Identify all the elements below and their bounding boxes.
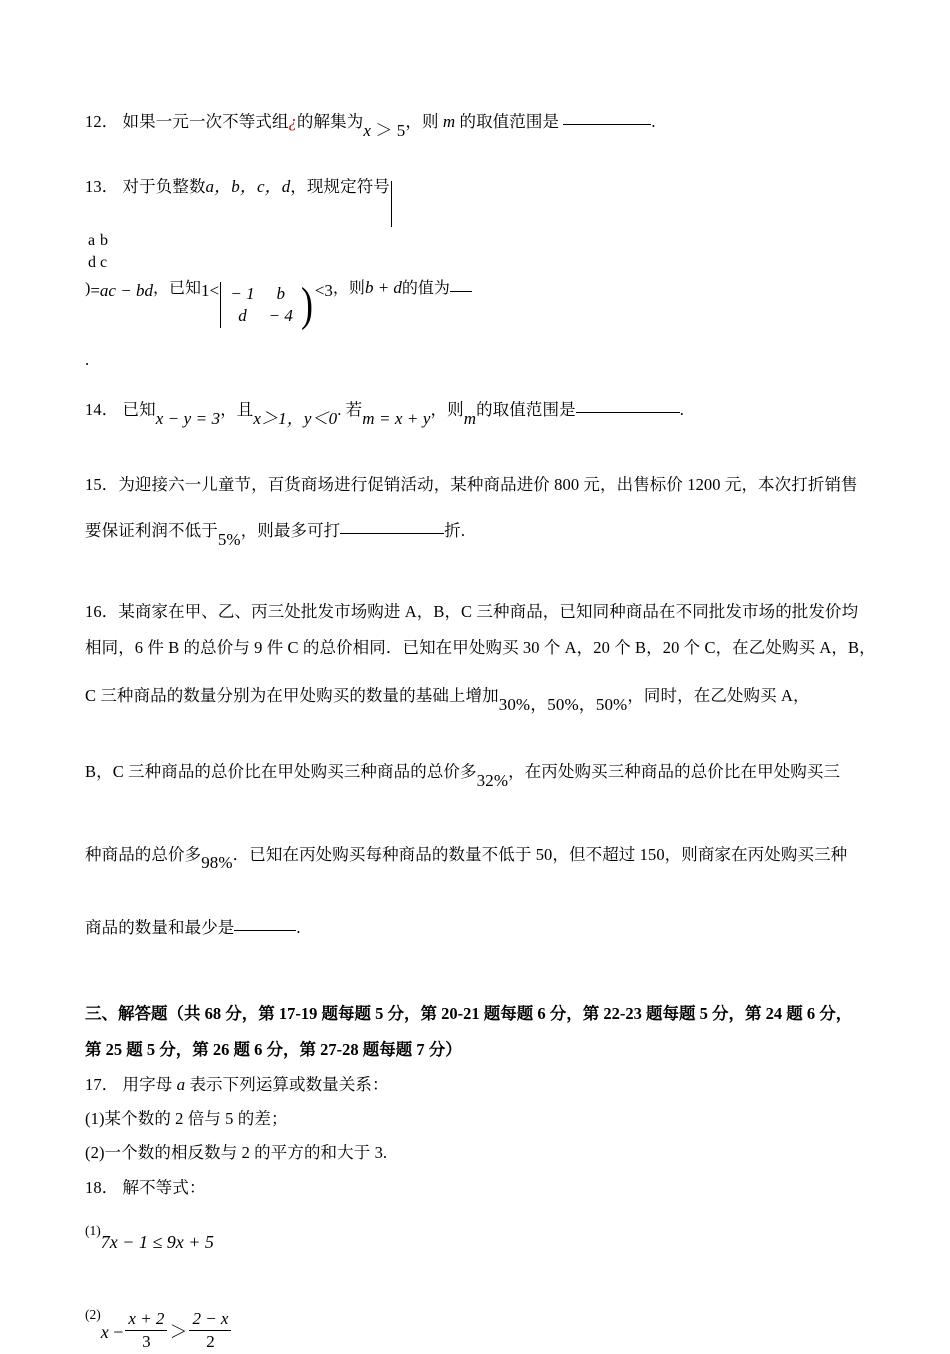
spacer — [85, 441, 867, 467]
q14-equation-3: m = x + y — [362, 409, 431, 429]
q14-tail-text: 的取值范围是 — [476, 400, 576, 420]
q14-number: 14． — [85, 400, 119, 420]
q13-determinant-2 — [219, 278, 315, 332]
q16-line4-lead: B，C 三种商品的总价比在甲处购买三种商品的总价多 — [85, 761, 477, 781]
q16-line2-text: 相同，6 件 B 的总价与 9 件 C 的总价相同．已知在甲处购买 30 个 A，20 个 B，20 个 C，在乙处购买 A，B， — [85, 637, 876, 657]
q12-var-x: x — [363, 120, 371, 140]
det2-cell-neg1: − 1 — [230, 284, 255, 304]
det2-cell-neg4: − 4 — [268, 306, 293, 326]
q16-line6-lead: 商品的数量和最少是 — [85, 918, 235, 938]
q13-lt-1: < — [209, 281, 220, 301]
question-16-line4 — [85, 735, 867, 818]
q13-number: 13． — [85, 176, 119, 196]
q12-end-period: . — [651, 112, 656, 131]
q17-var-a: a — [176, 1075, 186, 1095]
q13-continuation-period: . — [85, 350, 90, 370]
q18-number: 18． — [85, 1178, 119, 1198]
q18-part2-fraction-2 — [189, 1309, 231, 1352]
q14-period-1: . — [337, 400, 342, 420]
spacer — [85, 376, 867, 388]
q16-answer-blank[interactable] — [234, 930, 296, 931]
question-17-sub-2: (2)一个数的相反数与 2 的平方的和大于 3. — [85, 1143, 388, 1163]
spacer — [85, 149, 867, 161]
q13-tail-text: 的值为 — [401, 279, 450, 297]
q15-number: 15． — [85, 475, 119, 495]
q14-if-text: 若 — [345, 400, 363, 420]
q12-mid-text: 的解集为 — [296, 112, 364, 131]
q13-mid-text: ，现规定符号 — [290, 176, 390, 196]
q16-line4-tail: ，在丙处购买三种商品的总价比在甲处购买三 — [508, 761, 841, 781]
q13-vars: a，b，c，d — [205, 176, 291, 196]
q18-part1-math: 7x − 1 ≤ 9x + 5 — [100, 1232, 214, 1253]
q12-number: 12． — [85, 112, 119, 131]
q12-after-text: ，则 — [405, 112, 439, 131]
q18-part2-minus: − — [113, 1321, 124, 1342]
section-heading-line2: 第 25 题 5 分，第 26 题 6 分，第 27-28 题每题 7 分） — [85, 1040, 462, 1060]
question-15-line1 — [85, 467, 867, 503]
q13-expression: ac − bd — [99, 281, 153, 301]
question-18-stem — [85, 1170, 867, 1206]
page-content — [85, 104, 876, 1354]
q18-part2-math — [101, 1309, 234, 1354]
q18-stem-text: 解不等式： — [122, 1178, 206, 1198]
det1-left-bar — [391, 181, 392, 227]
det1-cell-a: a — [88, 231, 96, 249]
q13-equals: = — [90, 281, 100, 301]
question-13 — [85, 161, 867, 229]
q18-frac1-numerator: x + 2 — [125, 1309, 167, 1331]
q14-var-m: m — [463, 409, 477, 429]
q14-comma-1: ，且 — [220, 400, 254, 420]
q13-lt-2: <3 — [314, 281, 333, 301]
question-18-part-2 — [85, 1293, 867, 1354]
q16-line5-lead: 种商品的总价多 — [85, 844, 202, 864]
q15-percent-math: 5% — [217, 529, 241, 549]
q13-determinant-1 — [390, 177, 394, 229]
question-12 — [85, 104, 867, 149]
q14-equation-1: x − y = 3 — [155, 409, 221, 429]
q14-end-period: . — [679, 400, 684, 420]
question-17-sub-1: (1)某个数的 2 倍与 5 的差； — [85, 1109, 288, 1129]
q18-part2-fraction-1 — [125, 1309, 167, 1352]
q14-equation-2: x＞1，y＜0 — [253, 409, 338, 429]
q12-var-m: m — [442, 112, 456, 131]
q12-lead-text: 如果一元一次不等式组 — [122, 112, 289, 131]
q16-line3-tail: ，同时，在乙处购买 A， — [627, 685, 810, 705]
q12-val: 5 — [396, 120, 406, 140]
det1-cell-d: d — [88, 253, 96, 271]
q14-answer-blank[interactable] — [576, 412, 680, 413]
q13-answer-blank[interactable] — [450, 291, 472, 292]
q18-part2-relation: ＞ — [169, 1321, 188, 1342]
q15-line1-text: 为迎接六一儿童节，百货商场进行促销活动，某种商品进价 800 元，出售标价 1200 元，本次打折销售 — [118, 475, 858, 495]
det1-cell-b: b — [100, 231, 108, 249]
question-15-line2 — [85, 503, 867, 568]
det2-cell-d: d — [238, 306, 247, 326]
det1-right-paren: ) — [85, 279, 91, 297]
question-16-line2 — [85, 630, 876, 666]
q18-frac1-denominator: 3 — [142, 1331, 151, 1351]
q18-part2-label: (2) — [85, 1307, 101, 1323]
q16-line3-lead: C 三种商品的数量分别为在甲处购买的数量的基础上增加 — [85, 685, 499, 705]
q12-tail-text: 的取值范围是 — [459, 112, 560, 131]
q16-line1-text: 某商家在甲、乙、丙三处批发市场购进 A，B，C 三种商品，已知同种商品在不同批发市场的批发价均 — [118, 601, 859, 621]
q14-lead-text: 已知 — [122, 400, 156, 420]
det2-right-paren: ) — [300, 278, 313, 332]
q17-number: 17． — [85, 1075, 119, 1095]
question-16-line6 — [85, 900, 867, 956]
question-16-line3 — [85, 666, 867, 735]
question-16-line1 — [85, 594, 867, 630]
question-14 — [85, 388, 867, 441]
spacer — [85, 956, 867, 996]
det2-grid — [223, 283, 299, 327]
q13-known-text: 已知 — [168, 279, 201, 297]
q13-lead-text: 对于负整数 — [122, 176, 206, 196]
q12-answer-blank[interactable] — [563, 124, 651, 125]
det2-left-bar — [220, 282, 221, 328]
q16-line5-tail: ．已知在丙处购买每种商品的数量不低于 50，但不超过 150，则商家在丙处购买三种 — [232, 844, 848, 864]
spacer — [85, 568, 867, 594]
det1-cell-c: c — [100, 253, 108, 271]
q18-part1-label: (1) — [85, 1223, 101, 1239]
q16-number: 16． — [85, 601, 119, 621]
question-17-stem — [85, 1068, 867, 1102]
q15-line2-lead: 要保证利润不低于 — [85, 521, 218, 541]
q12-inequality-math — [363, 113, 405, 149]
q18-frac2-numerator: 2 − x — [189, 1309, 231, 1331]
question-16-line5 — [85, 818, 867, 901]
det1-grid — [85, 229, 111, 275]
q17-stem-lead: 用字母 — [122, 1075, 173, 1095]
q15-answer-blank[interactable] — [340, 533, 444, 534]
q16-line5-percent: 98% — [201, 853, 233, 873]
q13-bd: b + d — [364, 277, 402, 297]
spacer — [85, 1267, 867, 1293]
question-18-part-1 — [85, 1206, 867, 1267]
question-13-continuation — [85, 344, 867, 376]
q16-line3-percents: 30%，50%，50% — [498, 694, 628, 714]
q15-line2-tail: 折. — [444, 521, 466, 541]
q12-broken-glyph: ¿ — [288, 112, 297, 131]
det2-cell-b: b — [276, 284, 285, 304]
q13-one: 1 — [200, 281, 210, 301]
q17-stem-tail: 表示下列运算或数量关系： — [189, 1075, 389, 1095]
q13-comma: ， — [152, 279, 169, 297]
q16-line4-percent: 32% — [476, 770, 509, 790]
q18-frac2-denominator: 2 — [206, 1331, 215, 1351]
q18-part2-lhs-var: x — [100, 1321, 109, 1342]
q16-line6-tail: . — [296, 918, 301, 938]
q15-line2-mid: ，则最多可打 — [240, 521, 341, 541]
q14-comma-2: ，则 — [430, 400, 464, 420]
section-heading-line1: 三、解答题（共 68 分，第 17-19 题每题 5 分，第 20-21 题每题 6 分，第 22-23 题每题 5 分，第 24 题 6 分， — [85, 1004, 853, 1024]
q13-after-text: ，则 — [332, 279, 365, 297]
q12-rel: ＞ — [375, 120, 393, 140]
